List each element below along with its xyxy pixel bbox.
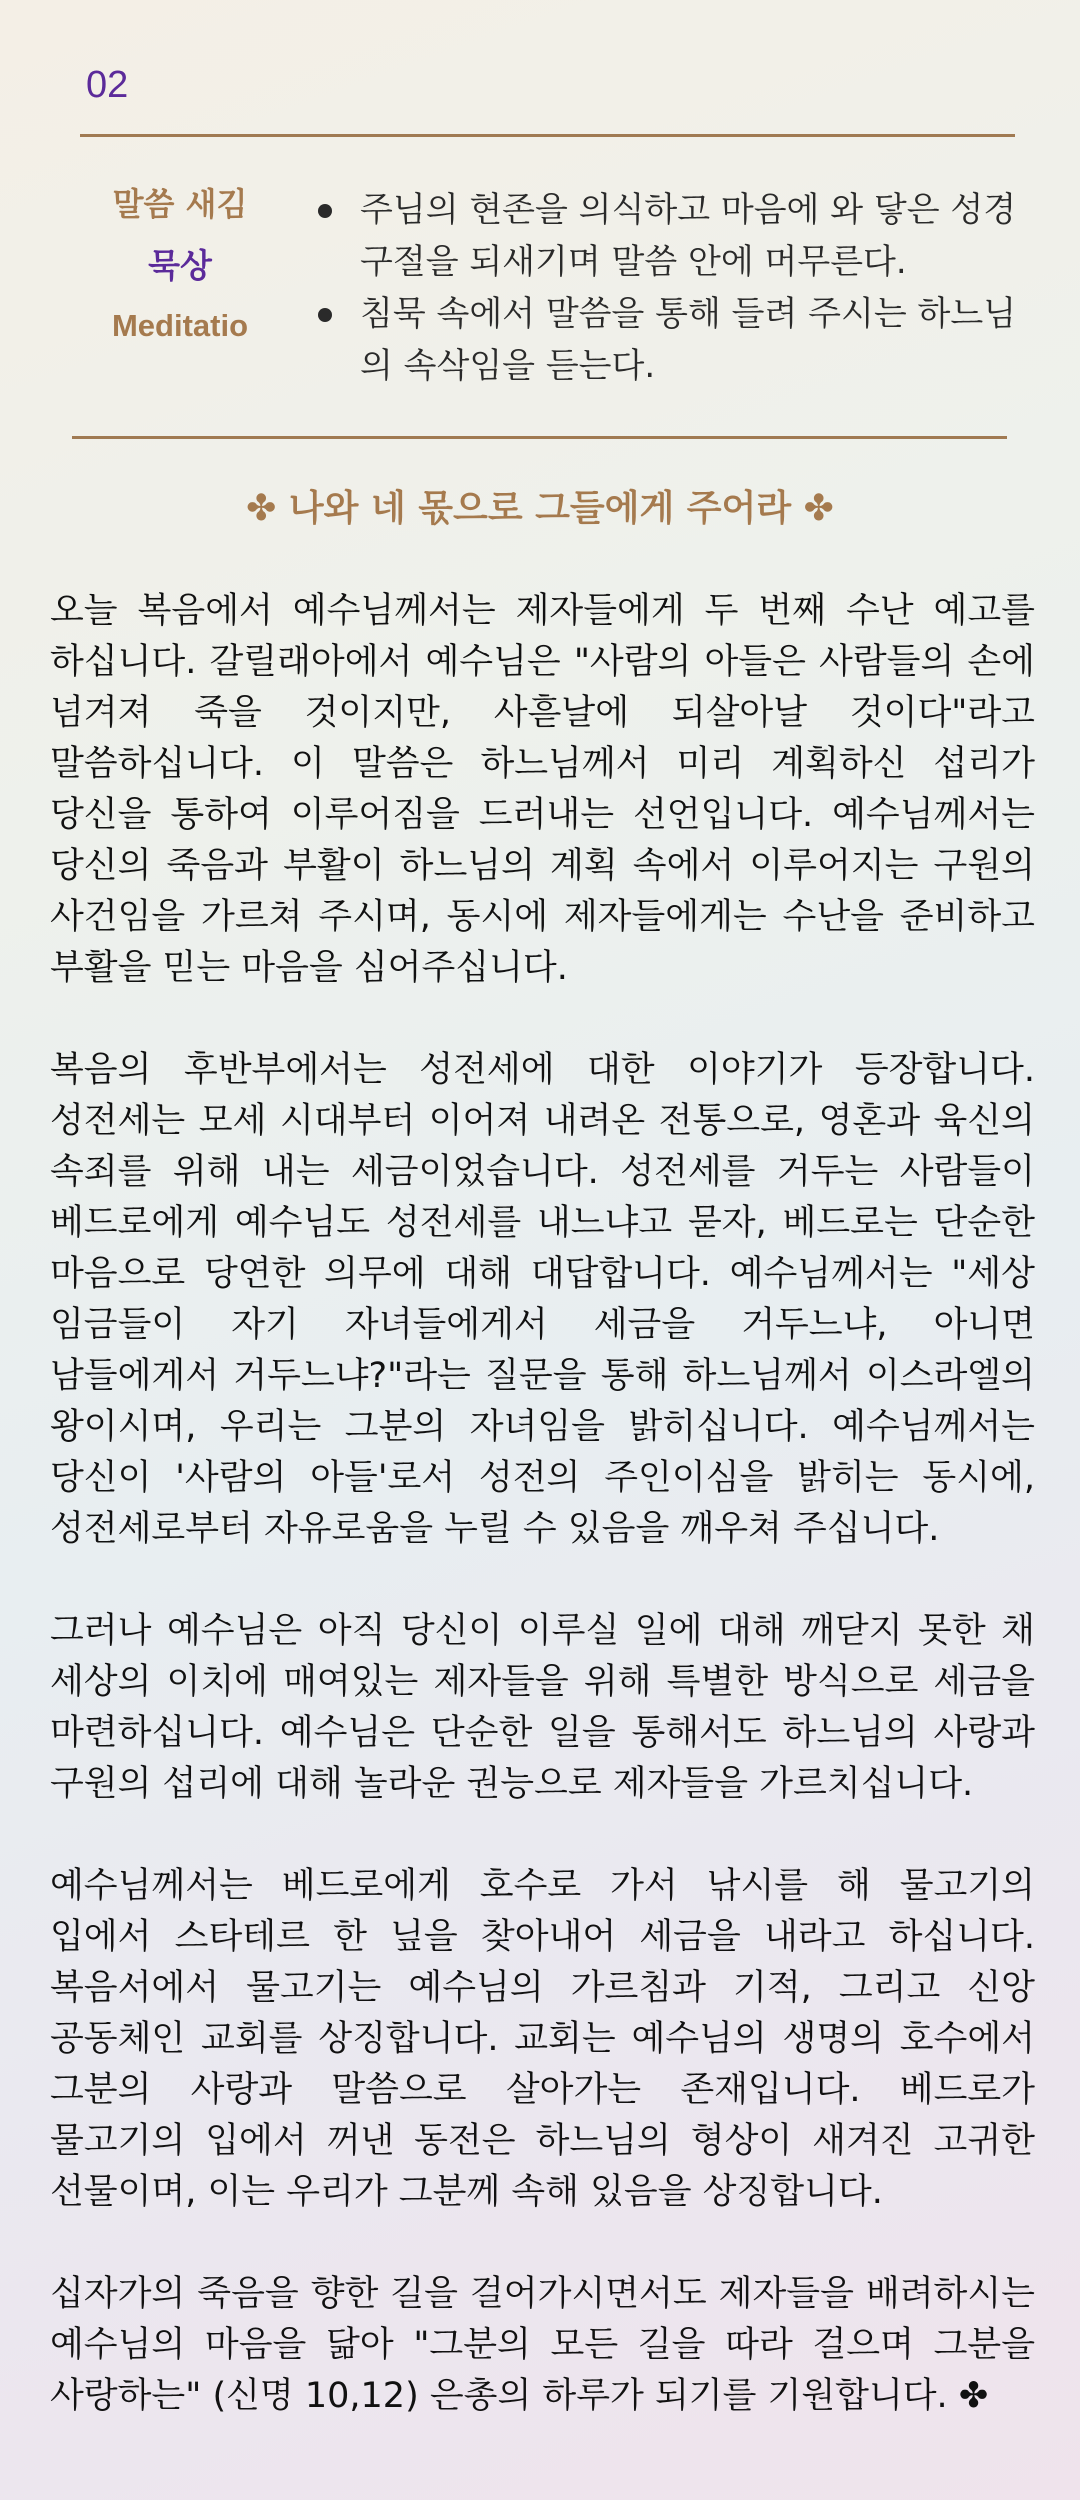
clover-icon: ✤ xyxy=(246,488,277,529)
bullet-icon xyxy=(318,308,332,322)
bullet-icon xyxy=(318,204,332,218)
reflection-heading xyxy=(0,480,1080,531)
reflection-title: 나와 네 몫으로 그들에게 주어라 xyxy=(288,488,792,529)
paragraph: 오늘 복음에서 예수님께서는 제자들에게 두 번째 수난 예고를 하십니다. 갈릴래아에서 예수님은 "사람의 아들은 사람들의 손에 넘겨져 죽을 것이지만, 사흗날에 되살아날 것이다"라고 말씀하십니다. 이 말씀은 하느님께서 미리 계획하신 섭리가 당신을 통하여 이루어짐을 드러내는 선언입니다. 예수님께서는 당신의 죽음과 부활이 하느님의 계획 속에서 이루어지는 구원의 사건임을 가르쳐 주시며, 동시에 제자들에게는 수난을 준비하고 부활을 믿는 마음을 심어주십니다. xyxy=(50,591,1035,988)
clover-icon: ✤ xyxy=(958,2376,989,2416)
closing-paragraph xyxy=(50,2269,1035,2422)
bottom-divider xyxy=(72,436,1007,439)
reflection-body xyxy=(50,586,1035,2473)
instruction-item xyxy=(318,184,1018,288)
step-label-latin: Meditatio xyxy=(111,308,249,343)
top-divider xyxy=(80,134,1015,137)
instruction-item xyxy=(318,288,1018,392)
step-label-sub: 묵상 xyxy=(148,246,212,285)
paragraph: 예수님께서는 베드로에게 호수로 가서 낚시를 해 물고기의 입에서 스타테르 한 닢을 찾아내어 세금을 내라고 하십니다. 복음서에서 물고기는 예수님의 가르침과 기적, 그리고 신앙 공동체인 교회를 상징합니다. 교회는 예수님의 생명의 호수에서 그분의 사랑과 말씀으로 살아가는 존재입니다. 베드로가 물고기의 입에서 꺼낸 동전은 하느님의 형상이 새겨진 고귀한 선물이며, 이는 우리가 그분께 속해 있음을 상징합니다. xyxy=(50,1866,1035,2212)
step-label xyxy=(80,184,280,346)
instruction-text: 침묵 속에서 말씀을 통해 들려 주시는 하느님의 속삭임을 듣는다. xyxy=(360,294,1017,386)
clover-icon: ✤ xyxy=(803,488,834,529)
paragraph: 복음의 후반부에서는 성전세에 대한 이야기가 등장합니다. 성전세는 모세 시대부터 이어져 내려온 전통으로, 영혼과 육신의 속죄를 위해 내는 세금이었습니다. 성전세를 거두는 사람들이 베드로에게 예수님도 성전세를 내느냐고 묻자, 베드로는 단순한 마음으로 당연한 의무에 대해 대답합니다. 예수님께서는 "세상 임금들이 자기 자녀들에게서 세금을 거두느냐, 아니면 남들에게서 거두느냐?"라는 질문을 통해 하느님께서 이스라엘의 왕이시며, 우리는 그분의 자녀임을 밝히십니다. 예수님께서는 당신이 '사람의 아들'로서 성전의 주인이심을 밝히는 동시에, 성전세로부터 자유로움을 누릴 수 있음을 깨우쳐 주십니다. xyxy=(50,1050,1035,1549)
closing-text: 십자가의 죽음을 향한 길을 걸어가시면서도 제자들을 배려하시는 예수님의 마음을 닮아 "그분의 모든 길을 따라 걸으며 그분을 사랑하는" (신명 10,12) 은총의 하루가 되기를 기원합니다. xyxy=(50,2274,1035,2416)
instruction-text: 주님의 현존을 의식하고 마음에 와 닿은 성경구절을 되새기며 말씀 안에 머무른다. xyxy=(360,190,1017,282)
section-number: 02 xyxy=(86,64,129,106)
step-label-main: 말씀 새김 xyxy=(112,185,248,223)
paragraph: 그러나 예수님은 아직 당신이 이루실 일에 대해 깨닫지 못한 채 세상의 이치에 매여있는 제자들을 위해 특별한 방식으로 세금을 마련하십니다. 예수님은 단순한 일을 통해서도 하느님의 사랑과 구원의 섭리에 대해 놀라운 권능으로 제자들을 가르치십니다. xyxy=(50,1611,1035,1804)
instruction-list xyxy=(318,184,1018,392)
